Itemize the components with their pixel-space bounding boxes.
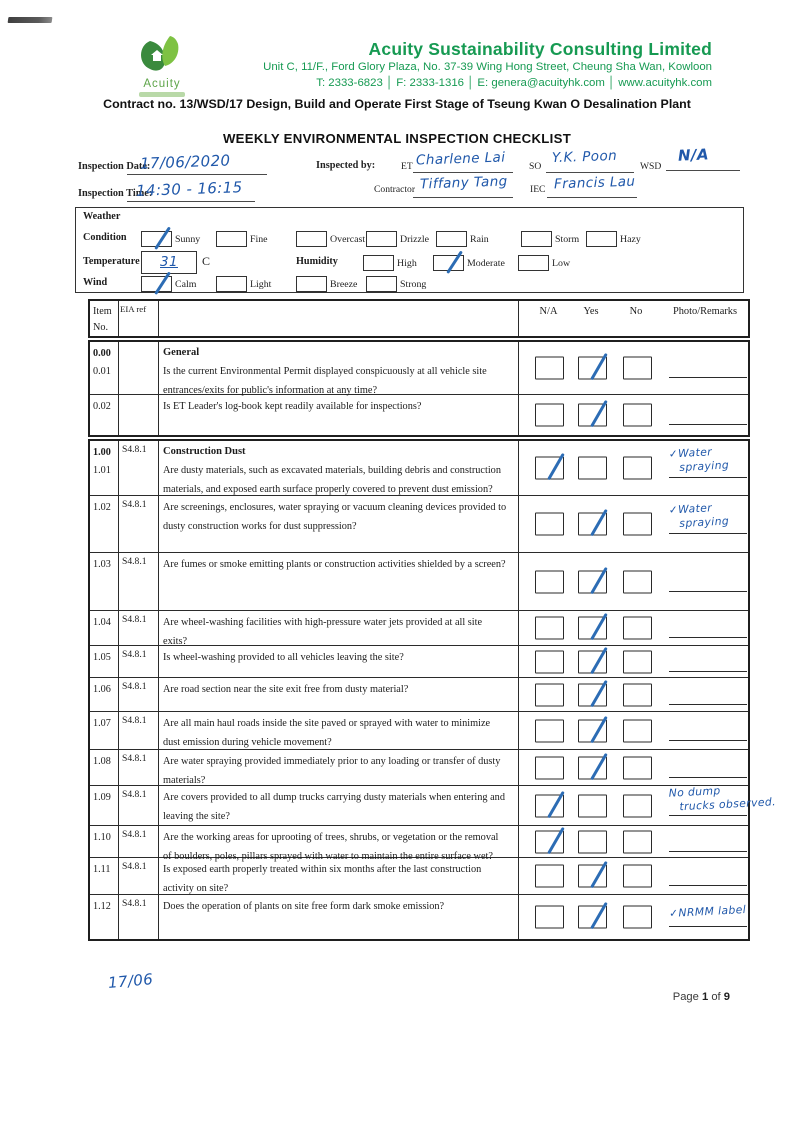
weather-option-rain: [436, 229, 521, 249]
question-text: Are all main haul roads inside the site paved or sprayed with water to minimize dust emission during vehicle movement?: [163, 718, 491, 749]
checkbox-no[interactable]: [623, 794, 652, 817]
checkbox-na[interactable]: [535, 719, 564, 742]
checkbox-yes[interactable]: [578, 457, 607, 480]
section-title: Construction Dust: [163, 446, 246, 457]
checkbox-na[interactable]: [535, 830, 564, 853]
iec-value: Francis Lau: [553, 173, 636, 193]
checkbox-no[interactable]: [623, 404, 652, 427]
checkbox-hazy[interactable]: [586, 231, 617, 247]
temperature-unit: C: [202, 254, 211, 268]
weather-option-strong: [366, 274, 426, 294]
eia-ref: S4.8.1: [122, 715, 147, 726]
checkbox-no[interactable]: [623, 513, 652, 536]
checklist-section-general: [88, 340, 750, 437]
inspection-time-label: Inspection Time:: [78, 188, 153, 199]
weather-option-low: [518, 253, 570, 273]
checkbox-yes[interactable]: [578, 719, 607, 742]
eia-ref: S4.8.1: [122, 898, 147, 909]
question-text: Are dusty materials, such as excavated materials, building debris and construction materials, and exposed earth surface properly covered to prevent dust emission?: [163, 465, 501, 496]
wind-label: Wind: [83, 277, 108, 288]
weather-option-high: [363, 253, 433, 273]
checkbox-na[interactable]: [535, 404, 564, 427]
option-label: Sunny: [175, 233, 201, 245]
checkbox-no[interactable]: [623, 617, 652, 640]
checkbox-na[interactable]: [535, 865, 564, 888]
option-label: Moderate: [467, 257, 505, 269]
weather-option-calm: [141, 274, 216, 294]
checkbox-no[interactable]: [623, 650, 652, 673]
wsd-label: WSD: [640, 161, 662, 172]
weather-temperature-row: [76, 253, 743, 273]
remark-handwriting: ✓Water spraying: [668, 501, 730, 531]
question-text: Is wheel-washing provided to all vehicles leaving the site?: [163, 652, 404, 663]
humidity-label: Humidity: [296, 256, 338, 267]
temperature-label: Temperature: [83, 256, 140, 267]
item-number: 1.04: [93, 617, 111, 628]
checkbox-yes[interactable]: [578, 570, 607, 593]
temperature-input-box[interactable]: [141, 251, 197, 274]
temperature-value: 31: [160, 254, 178, 270]
checkbox-yes[interactable]: [578, 683, 607, 706]
checkbox-yes[interactable]: [578, 650, 607, 673]
weather-title: Weather: [83, 211, 121, 222]
condition-label: Condition: [83, 232, 127, 243]
checkbox-strong[interactable]: [366, 276, 397, 292]
checkbox-rain[interactable]: [436, 231, 467, 247]
remarks-line: [669, 377, 747, 378]
item-number: 1.05: [93, 652, 111, 663]
checkbox-na[interactable]: [535, 794, 564, 817]
wind-options: [141, 274, 426, 294]
eia-ref: S4.8.1: [122, 649, 147, 660]
weather-condition-row: [76, 229, 743, 249]
contractor-value: Tiffany Tang: [419, 173, 508, 193]
item-number: 1.10: [93, 832, 111, 843]
remarks-line: [669, 477, 747, 478]
checkbox-no[interactable]: [623, 830, 652, 853]
weather-option-sunny: [141, 229, 216, 249]
checkbox-na[interactable]: [535, 513, 564, 536]
eia-ref: S4.8.1: [122, 789, 147, 800]
weather-option-breeze: [296, 274, 366, 294]
section-title: General: [163, 347, 200, 358]
checkbox-yes[interactable]: [578, 756, 607, 779]
contractor-label: Contractor: [374, 184, 416, 195]
et-value: Charlene Lai: [415, 149, 506, 169]
checkbox-na[interactable]: [535, 457, 564, 480]
weather-option-overcast: [296, 229, 366, 249]
checkbox-yes[interactable]: [578, 357, 607, 380]
letterhead: [152, 38, 712, 91]
option-label: Rain: [470, 233, 489, 245]
scan-artifact: [8, 17, 53, 23]
remarks-line: [669, 671, 747, 672]
option-label: High: [397, 257, 417, 269]
checkbox-no[interactable]: [623, 906, 652, 929]
checklist-row-1.07: [90, 712, 748, 750]
checkbox-na[interactable]: [535, 683, 564, 706]
item-number: 1.09: [93, 792, 111, 803]
question-text: Are water spraying provided immediately prior to any loading or transfer of dusty materials?: [163, 756, 501, 787]
option-label: Strong: [400, 278, 427, 290]
wsd-value: N/A: [677, 145, 710, 165]
option-label: Fine: [250, 233, 268, 245]
question-text: Are screenings, enclosures, water spraying or vacuum cleaning devices provided to dusty construction works for dust suppression?: [163, 502, 507, 533]
checkbox-na[interactable]: [535, 617, 564, 640]
remarks-line: [669, 851, 747, 852]
et-label: ET: [401, 161, 413, 172]
inspection-time-value: 14:30 - 16:15: [135, 178, 243, 200]
weather-wind-row: [76, 274, 743, 294]
remarks-line: [669, 815, 747, 816]
company-contacts: T: 2333-6823 │ F: 2333-1316 │ E: genera@acuityhk.com │ www.acuityhk.com: [316, 76, 712, 89]
question-text: Are road section near the site exit free from dusty material?: [163, 684, 409, 695]
weather-option-hazy: [586, 229, 641, 249]
company-name: Acuity Sustainability Consulting Limited: [368, 39, 712, 59]
checkbox-low[interactable]: [518, 255, 549, 271]
checklist-row-1.08: [90, 750, 748, 786]
remarks-col-header: Photo/Remarks: [672, 306, 738, 317]
checkbox-storm[interactable]: [521, 231, 552, 247]
checkbox-overcast[interactable]: [296, 231, 327, 247]
checkbox-na[interactable]: [535, 756, 564, 779]
item-number: 1.03: [93, 559, 111, 570]
checkbox-drizzle[interactable]: [366, 231, 397, 247]
yes-col-header: Yes: [583, 306, 599, 317]
no-col-header: No: [629, 306, 643, 317]
checklist-row-0.01: [90, 342, 748, 395]
checkbox-yes[interactable]: [578, 617, 607, 640]
question-text: Are fumes or smoke emitting plants or construction activities shielded by a screen?: [163, 559, 506, 570]
weather-option-light: [216, 274, 296, 294]
condition-options: [141, 229, 641, 249]
item-col-header: Item No.: [93, 306, 112, 333]
checkbox-sunny[interactable]: [141, 231, 172, 247]
checklist-row-1.06: [90, 678, 748, 712]
item-number: 0.01: [93, 366, 111, 377]
checkbox-no[interactable]: [623, 865, 652, 888]
option-label: Breeze: [330, 278, 358, 290]
checklist-row-0.02: [90, 395, 748, 435]
checkbox-light[interactable]: [216, 276, 247, 292]
so-label: SO: [529, 161, 542, 172]
checkbox-yes[interactable]: [578, 830, 607, 853]
logo-wordmark: Acuity: [143, 78, 181, 90]
eia-ref: S4.8.1: [122, 614, 147, 625]
item-number: 1.06: [93, 684, 111, 695]
item-number: 1.02: [93, 502, 111, 513]
checkbox-high[interactable]: [363, 255, 394, 271]
section-number: 0.00: [93, 348, 111, 359]
remark-handwriting: No dump trucks observed.: [668, 783, 777, 813]
checkbox-no[interactable]: [623, 357, 652, 380]
question-text: Does the operation of plants on site free form dark smoke emission?: [163, 901, 445, 912]
checklist-row-1.03: [90, 553, 748, 611]
checkbox-no[interactable]: [623, 683, 652, 706]
company-address: Unit C, 11/F., Ford Glory Plaza, No. 37-39 Wing Hong Street, Cheung Sha Wan, Kowloon: [263, 61, 712, 73]
item-number: 1.12: [93, 901, 111, 912]
remarks-line: [669, 637, 747, 638]
item-number: 0.02: [93, 401, 111, 412]
weather-option-storm: [521, 229, 586, 249]
item-number: 1.08: [93, 756, 111, 767]
remarks-line: [669, 926, 747, 927]
item-number: 1.07: [93, 718, 111, 729]
checkbox-yes[interactable]: [578, 865, 607, 888]
checklist-section-construction-dust: [88, 439, 777, 941]
contract-line: Contract no. 13/WSD/17 Design, Build and Operate First Stage of Tseung Kwan O Desalination Plant: [103, 97, 691, 111]
eia-ref: S4.8.1: [122, 499, 147, 510]
eia-col-header: EIA ref: [120, 304, 147, 314]
checkbox-yes[interactable]: [578, 404, 607, 427]
checklist-row-1.01: [90, 441, 748, 496]
remarks-line: [669, 740, 747, 741]
eia-ref: S4.8.1: [122, 829, 147, 840]
remarks-line: [669, 704, 747, 705]
weather-box: [75, 207, 744, 293]
question-text: Are covers provided to all dump trucks carrying dusty materials when entering and leaving the site?: [163, 792, 505, 823]
option-label: Storm: [555, 233, 580, 245]
remark-handwriting: ✓Water spraying: [668, 445, 730, 475]
remarks-line: [669, 424, 747, 425]
checkbox-yes[interactable]: [578, 513, 607, 536]
eia-ref: S4.8.1: [122, 444, 147, 455]
option-label: Low: [552, 257, 571, 269]
question-text: Is the current Environmental Permit displayed conspicuously at all vehicle site entrances/exits for public's information at any time?: [163, 366, 487, 397]
item-number: 1.11: [93, 864, 111, 875]
checklist-row-1.12: [90, 895, 748, 939]
checkbox-calm[interactable]: [141, 276, 172, 292]
checkbox-na[interactable]: [535, 570, 564, 593]
option-label: Calm: [175, 278, 197, 290]
remarks-line: [669, 777, 747, 778]
remark-handwriting: ✓NRMM label: [668, 902, 747, 921]
eia-ref: S4.8.1: [122, 861, 147, 872]
footer-handwritten-date: 17/06: [107, 970, 154, 992]
checkbox-breeze[interactable]: [296, 276, 327, 292]
weather-option-drizzle: [366, 229, 436, 249]
checkbox-no[interactable]: [623, 719, 652, 742]
question-text: Is exposed earth properly treated within six months after the last construction activity on site?: [163, 864, 482, 895]
section-number: 1.00: [93, 447, 111, 458]
option-label: Drizzle: [400, 233, 430, 245]
option-label: Overcast: [330, 233, 366, 245]
checkbox-moderate[interactable]: [433, 255, 464, 271]
eia-ref: S4.8.1: [122, 556, 147, 567]
checkbox-yes[interactable]: [578, 794, 607, 817]
item-number: 1.01: [93, 465, 111, 476]
eia-ref: S4.8.1: [122, 681, 147, 692]
weather-option-fine: [216, 229, 296, 249]
inspection-date-label: Inspection Date:: [78, 161, 151, 172]
checklist-row-1.09: [90, 783, 777, 826]
inspected-by-label: Inspected by:: [316, 160, 376, 171]
remarks-line: [669, 533, 747, 534]
weather-option-moderate: [433, 253, 518, 273]
checklist-row-1.10: [90, 826, 748, 863]
checkbox-yes[interactable]: [578, 906, 607, 929]
iec-label: IEC: [530, 184, 546, 195]
na-col-header: N/A: [539, 306, 558, 317]
eia-ref: S4.8.1: [122, 753, 147, 764]
option-label: Light: [250, 278, 272, 290]
checkbox-no[interactable]: [623, 570, 652, 593]
checkbox-no[interactable]: [623, 756, 652, 779]
checklist-row-1.11: [90, 858, 748, 895]
option-label: Hazy: [620, 233, 641, 245]
checkbox-na[interactable]: [535, 357, 564, 380]
page-number: Page 1 of 9: [672, 991, 730, 1003]
remarks-line: [669, 591, 747, 592]
inspection-date-value: 17/06/2020: [139, 151, 231, 173]
question-text: Are wheel-washing facilities with high-pressure water jets provided at all site exits?: [163, 617, 483, 648]
checkbox-na[interactable]: [535, 906, 564, 929]
question-text: Is ET Leader's log-book kept readily available for inspections?: [163, 401, 422, 412]
checklist-header: [88, 299, 750, 338]
checkbox-na[interactable]: [535, 650, 564, 673]
humidity-options: [363, 253, 570, 273]
checkbox-fine[interactable]: [216, 231, 247, 247]
checklist-row-1.02: [90, 496, 748, 553]
checklist-row-1.04: [90, 611, 748, 646]
remarks-line: [669, 885, 747, 886]
question-text: Are the working areas for uprooting of trees, shrubs, or vegetation or the removal of boulders, poles, pillars sprayed with water to maintain the entire surface wet?: [163, 832, 499, 863]
so-value: Y.K. Poon: [551, 147, 618, 167]
checkbox-no[interactable]: [623, 457, 652, 480]
checklist-row-1.05: [90, 646, 748, 678]
page-title: WEEKLY ENVIRONMENTAL INSPECTION CHECKLIST: [222, 131, 572, 146]
